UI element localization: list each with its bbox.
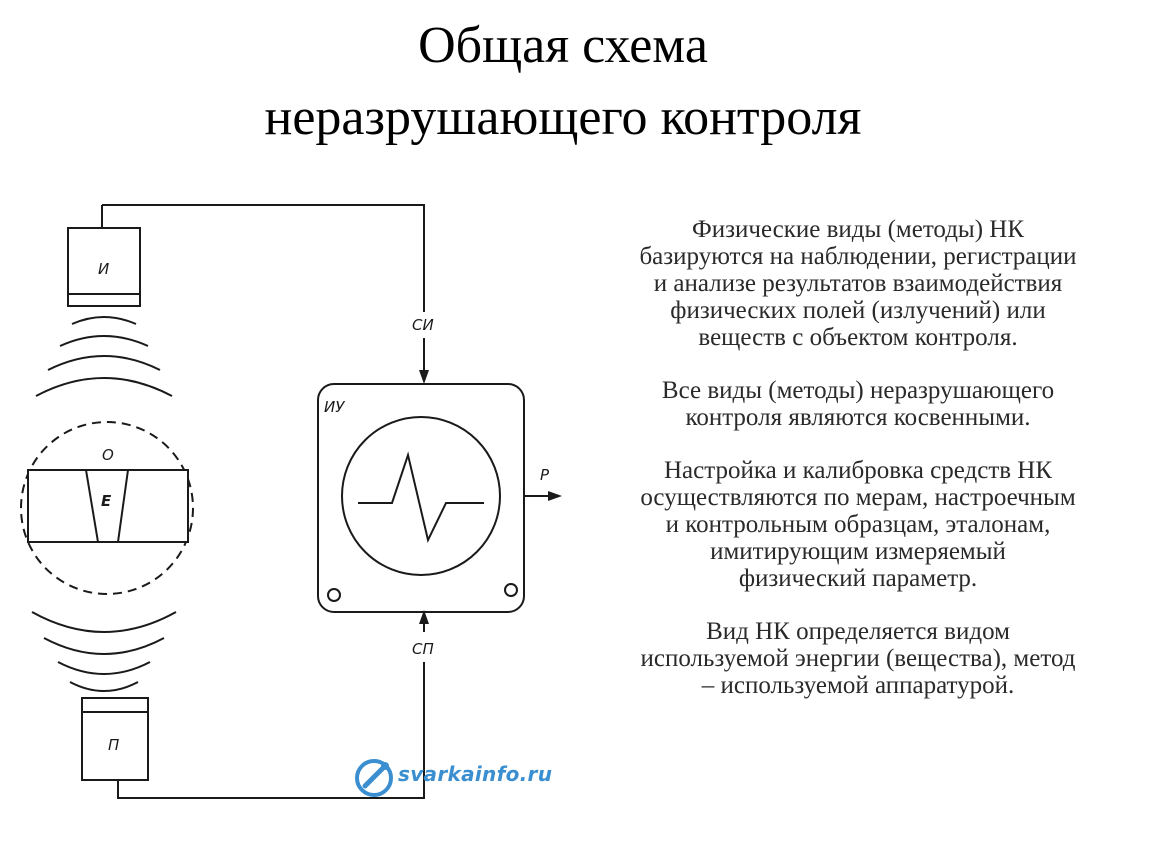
indicator-device	[318, 384, 524, 612]
paragraph-line: Физические виды (методы) НК	[691, 216, 1025, 243]
slide-title-line-1: Общая схема	[418, 17, 708, 74]
waves-top	[36, 317, 172, 396]
waves-bottom	[32, 612, 176, 691]
paragraph-line: имитирующим измеряемый	[710, 538, 1006, 565]
label-signal-sp: СП	[412, 640, 434, 658]
wire-top	[102, 205, 424, 312]
paragraph-line: веществ с объектом контроля.	[698, 324, 1018, 351]
paragraph-line: контроля являются косвенными.	[685, 404, 1031, 431]
paragraph-line: – используемой аппаратурой.	[701, 672, 1015, 699]
slide-title-line-2: неразрушающего контроля	[264, 89, 862, 146]
label-object: О	[102, 446, 114, 464]
description-text	[572, 216, 1144, 725]
watermark	[352, 752, 582, 802]
paragraph-line: используемой энергии (вещества), метод	[640, 645, 1076, 672]
paragraph-line: Вид НК определяется видом	[706, 618, 1010, 645]
paragraph-line: физических полей (излучений) или	[670, 297, 1046, 324]
label-output-p: Р	[540, 466, 550, 484]
paragraph-calibration	[572, 457, 1144, 592]
paragraph-line: базируются на наблюдении, регистрации	[639, 243, 1077, 270]
label-defect: Е	[101, 492, 112, 510]
label-receiver: П	[108, 736, 120, 754]
paragraph-line: и анализе результатов взаимодействия	[653, 270, 1063, 297]
arrow-output-head	[548, 491, 562, 501]
arrow-si-head	[419, 370, 429, 384]
label-signal-si: СИ	[412, 316, 434, 334]
paragraph-line: и контрольным образцам, эталонам,	[665, 511, 1051, 538]
label-source: И	[98, 260, 110, 278]
label-indicator: ИУ	[324, 398, 345, 416]
watermark-text: svarkainfo.ru	[398, 762, 553, 786]
paragraph-line: Настройка и калибровка средств НК	[663, 457, 1053, 484]
site-logo-icon	[352, 756, 396, 800]
paragraph-line: физический параметр.	[738, 565, 978, 592]
paragraph-energy	[572, 618, 1144, 699]
source-block	[68, 205, 140, 306]
paragraph-indirect	[572, 377, 1144, 431]
paragraph-line: Все виды (методы) неразрушающего	[661, 377, 1055, 404]
paragraph-line: осуществляются по мерам, настроечным	[640, 484, 1076, 511]
signal-pulse	[358, 455, 484, 540]
paragraph-methods	[572, 216, 1144, 351]
